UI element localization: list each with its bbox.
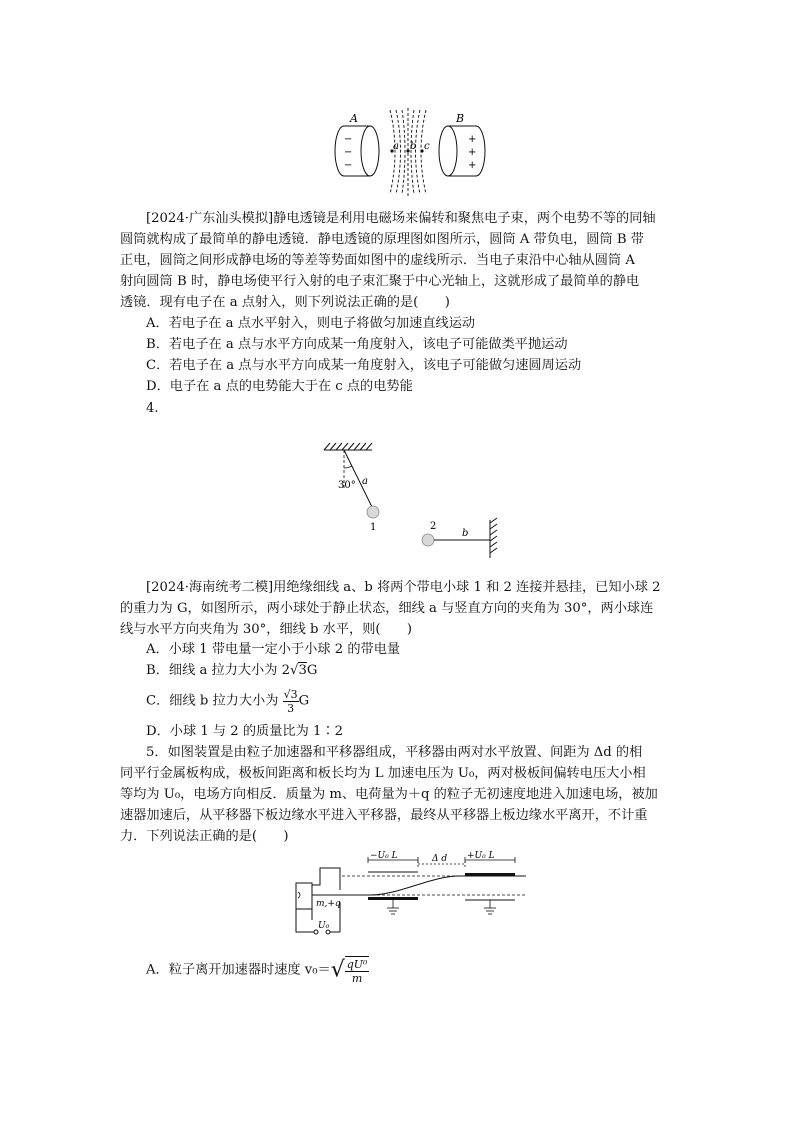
minus-sign: − [344, 147, 353, 158]
q3-stem [120, 208, 656, 313]
q4-option-d: D．小球 1 与 2 的质量比为 1∶2 [146, 724, 343, 739]
q5-stem-line: 同平行金属板构成，极板间距离和板长均为 L 加速电压为 U₀，两对极板间偏转电压大小相 [120, 766, 646, 781]
q4-option-c-suffix: G [298, 693, 310, 709]
q3-stem-line: 圆筒就构成了最简单的静电透镜．静电透镜的原理图如图所示，圆筒 A 带负电，圆筒 B 带 [120, 232, 644, 247]
q3-stem-line: [2024·广东汕头模拟]静电透镜是利用电磁场来偏转和聚焦电子束，两个电势不等的同轴 [146, 211, 656, 226]
ball-1 [367, 506, 379, 518]
string-a-label: a [362, 476, 368, 487]
q5-option-a-prefix: A．粒子离开加速器时速度 v₀＝ [146, 962, 331, 978]
ball-2 [422, 534, 434, 546]
q4-option-c [146, 688, 309, 715]
angle-arc [344, 466, 352, 468]
ball-2-label: 2 [430, 521, 437, 532]
q5-stem [120, 742, 658, 847]
q4-option-c-prefix: C．细线 b 拉力大小为 [146, 693, 279, 709]
plus-sign: + [468, 160, 477, 171]
q5-stem-line: 速器加速后，从平移器下板边缘水平进入平移器，最终从平移器上板边缘水平离开，不计重 [120, 808, 648, 823]
ground-symbols [387, 900, 496, 914]
electrostatic-lens-figure [330, 104, 500, 200]
cylinder-b [439, 126, 485, 176]
angle-label: 30° [338, 480, 356, 491]
q3-stem-line: 射向圆筒 B 时，静电场使平行入射的电子束汇聚于中心光轴上，这就形成了最简单的静电 [120, 274, 640, 289]
q5-stem-line: 5．如图装置是由粒子加速器和平移器组成，平移器由两对水平放置、间距为 Δd 的相 [146, 745, 643, 760]
fraction-numerator: √3 [283, 688, 298, 701]
q3-option-b: B．若电子在 a 点与水平方向成某一角度射入，该电子可能做类平抛运动 [146, 337, 568, 352]
fraction-numerator: qU⁰ [346, 958, 368, 971]
accelerator-translator-figure [290, 850, 530, 942]
q4-option-a: A．小球 1 带电量一定小于小球 2 的带电量 [146, 642, 401, 657]
label-a-cylinder: A [350, 112, 358, 125]
left-plate-label: −U₀ L [370, 851, 398, 861]
string-b-label: b [462, 528, 469, 539]
fraction-denominator: 3 [287, 702, 295, 715]
gap-label: Δ d [432, 854, 448, 864]
q4-option-b-prefix: B．细线 a 拉力大小为 2 [146, 663, 291, 678]
q3-stem-line: 正电，圆筒之间形成静电场的等差等势面如图中的虚线所示．当电子束沿中心轴从圆筒 A [120, 253, 635, 268]
ceiling [324, 443, 372, 450]
accelerator-hole [298, 892, 300, 898]
fraction-denominator: m [351, 972, 363, 985]
q5-stem-line: 等均为 U₀，电场方向相反．质量为 m、电荷量为＋q 的粒子无初速度地进入加速电场，被加 [120, 787, 658, 802]
plus-sign: + [468, 147, 477, 158]
voltage-label: U₀ [318, 921, 330, 931]
hanging-balls-figure [310, 438, 510, 558]
q4-stem-line: 线与水平方向夹角为 30°，细线 b 水平，则( ) [120, 622, 413, 637]
fraction [345, 956, 370, 985]
sqrt-sign: √ [330, 957, 345, 983]
q4-stem-line: 的重力为 G，如图所示，两小球处于静止状态，细线 a 与竖直方向的夹角为 30°，两小球连 [120, 601, 654, 616]
q4-option-b [146, 660, 317, 681]
fraction [283, 688, 299, 715]
minus-sign: − [344, 134, 353, 145]
q3-options [146, 313, 581, 397]
q3-option-d: D．电子在 a 点的电势能大于在 c 点的电势能 [146, 379, 413, 394]
q4-option-b-radicand: 3 [298, 663, 307, 678]
label-point-a: a [393, 141, 399, 152]
cylinder-a [335, 126, 379, 176]
q3-stem-line: 透镜．现有电子在 a 点射入，则下列说法正确的是( ) [120, 295, 450, 310]
q3-option-a: A．若电子在 a 点水平射入，则电子将做匀加速直线运动 [146, 316, 476, 331]
q4-option-b-suffix: G [306, 663, 318, 678]
label-b-cylinder: B [456, 112, 465, 125]
q4-stem-line: [2024·海南统考二模]用绝缘细线 a、b 将两个带电小球 1 和 2 连接并悬挂，已知小球 2 [146, 580, 661, 595]
label-point-b: b [410, 141, 417, 152]
wall [490, 518, 497, 558]
q4-number: 4. [146, 401, 159, 416]
particle-trajectory [342, 876, 526, 895]
q4-stem [120, 577, 660, 640]
q5-stem-line: 力．下列说法正确的是( ) [120, 829, 289, 844]
particle-label: m,+q [316, 899, 341, 909]
sqrt-sign: √ [290, 663, 299, 678]
q3-option-c: C．若电子在 a 点与水平方向成某一角度射入，该电子可能做匀速圆周运动 [146, 358, 582, 373]
ball-1-label: 1 [370, 522, 377, 533]
plus-sign: + [468, 134, 477, 145]
left-lower-plate [368, 897, 418, 900]
q5-option-a [146, 956, 369, 985]
minus-sign: − [344, 160, 353, 171]
right-plate-label: +U₀ L [467, 851, 495, 861]
label-point-c: c [424, 141, 430, 152]
